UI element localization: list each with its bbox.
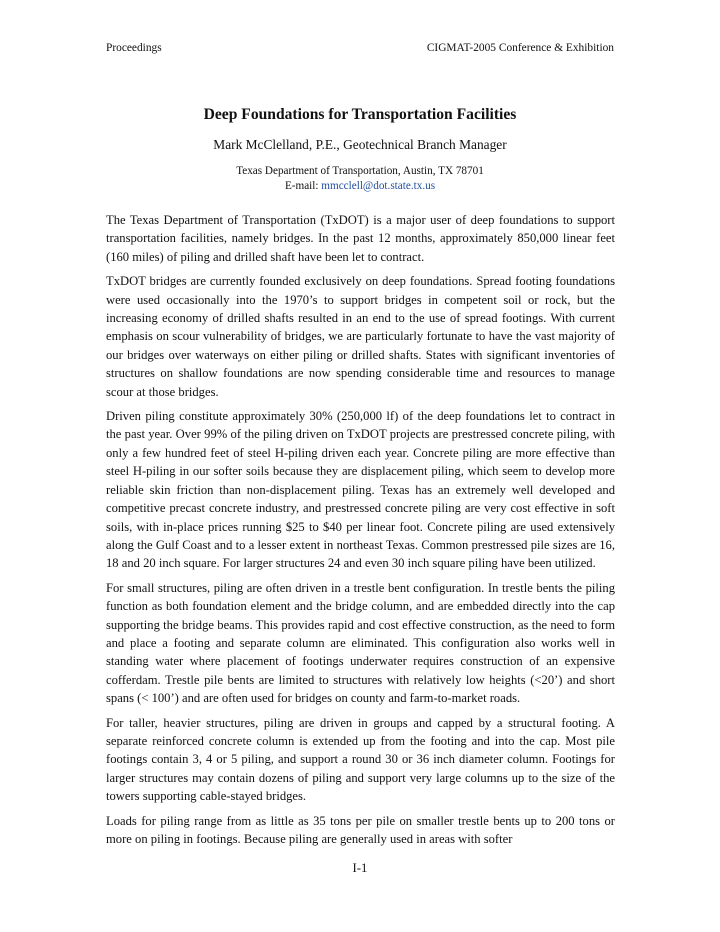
page-number: I-1	[352, 861, 368, 875]
paper-author: Mark McClelland, P.E., Geotechnical Branch Manager	[213, 137, 507, 152]
body-text	[106, 211, 615, 854]
header-conference: CIGMAT-2005 Conference & Exhibition	[426, 42, 614, 54]
email-label: E-mail:	[284, 179, 322, 192]
author-email-line	[106, 179, 614, 194]
email-link[interactable]: mmcclell@dot.state.tx.us	[321, 179, 436, 192]
paragraph: Driven piling constitute approximately 30% (250,000 lf) of the deep foundations let to contract in the past year. Over 99% of the piling driven on TxDOT projects are prestressed concrete piling, with only a few hundred feet of steel H-piling driven each year. Concrete piling are more effective than steel H-piling in our softer soils because they are displacement piling, which seem to develop more reliable skin friction than non-displacement piling. Texas has an extremely well developed and competitive precast concrete industry, and prestressed concrete piling are very cost effective in soft soils, with in-place prices running $25 to $40 per linear foot. Concrete piling are used extensively along the Gulf Coast and to a lesser extent in northeast Texas. Common prestressed pile sizes are 16, 18 and 20 inch square. For larger structures 24 and even 30 inch square piling have been utilized.	[106, 409, 615, 571]
paragraph: For small structures, piling are often driven in a trestle bent configuration. In trestle bents the piling function as both foundation element and the bridge column, and are embedded directly into the cap supporting the bridge beams. This provides rapid and cost effective construction, as the need to form and place a footing and separate column are eliminated. This configuration also works well in standing water where placement of footings underwater requires construction of an expensive cofferdam. Trestle pile bents are limited to structures with relatively low heights (<20’) and short spans (< 100’) and are often used for bridges on county and farm-to-market roads.	[106, 580, 615, 706]
paragraph: The Texas Department of Transportation (TxDOT) is a major user of deep foundations to support transportation facilities, namely bridges. In the past 12 months, approximately 850,000 linear feet (160 miles) of piling and drilled shaft have been let to contract.	[106, 213, 615, 264]
author-affiliation: Texas Department of Transportation, Austin, TX 78701	[236, 165, 484, 177]
paragraph: TxDOT bridges are currently founded exclusively on deep foundations. Spread footing foundations were used occasionally into the 1970’s to support bridges in competent soil or rock, but the increasing economy of drilled shafts resulted in an end to the use of spread footings. With current emphasis on scour vulnerability of bridges, we are particularly fortunate to have the vast majority of our bridges over waterways on either piling or drilled shafts. States with significant inventories of structures on shallow foundations are now spending considerable time and resources to manage scour at those bridges.	[106, 274, 615, 399]
paper-title: Deep Foundations for Transportation Facilities	[203, 106, 517, 123]
paragraph: For taller, heavier structures, piling are driven in groups and capped by a structural footing. A separate reinforced concrete column is extended up from the footing and into the cap. Most pile footings contain 3, 4 or 5 piling, and support a round 30 or 36 inch diameter column. Footings for larger structures may contain dozens of piling and support very large columns up to the size of the towers supporting cable-stayed bridges.	[106, 715, 615, 804]
author-affiliation-block	[106, 164, 614, 193]
running-header	[106, 42, 614, 54]
paragraph: Loads for piling range from as little as 35 tons per pile on smaller trestle bents up to 200 tons or more on piling in footings. Because piling are generally used in areas with softer	[106, 813, 615, 846]
header-proceedings: Proceedings	[106, 42, 162, 54]
